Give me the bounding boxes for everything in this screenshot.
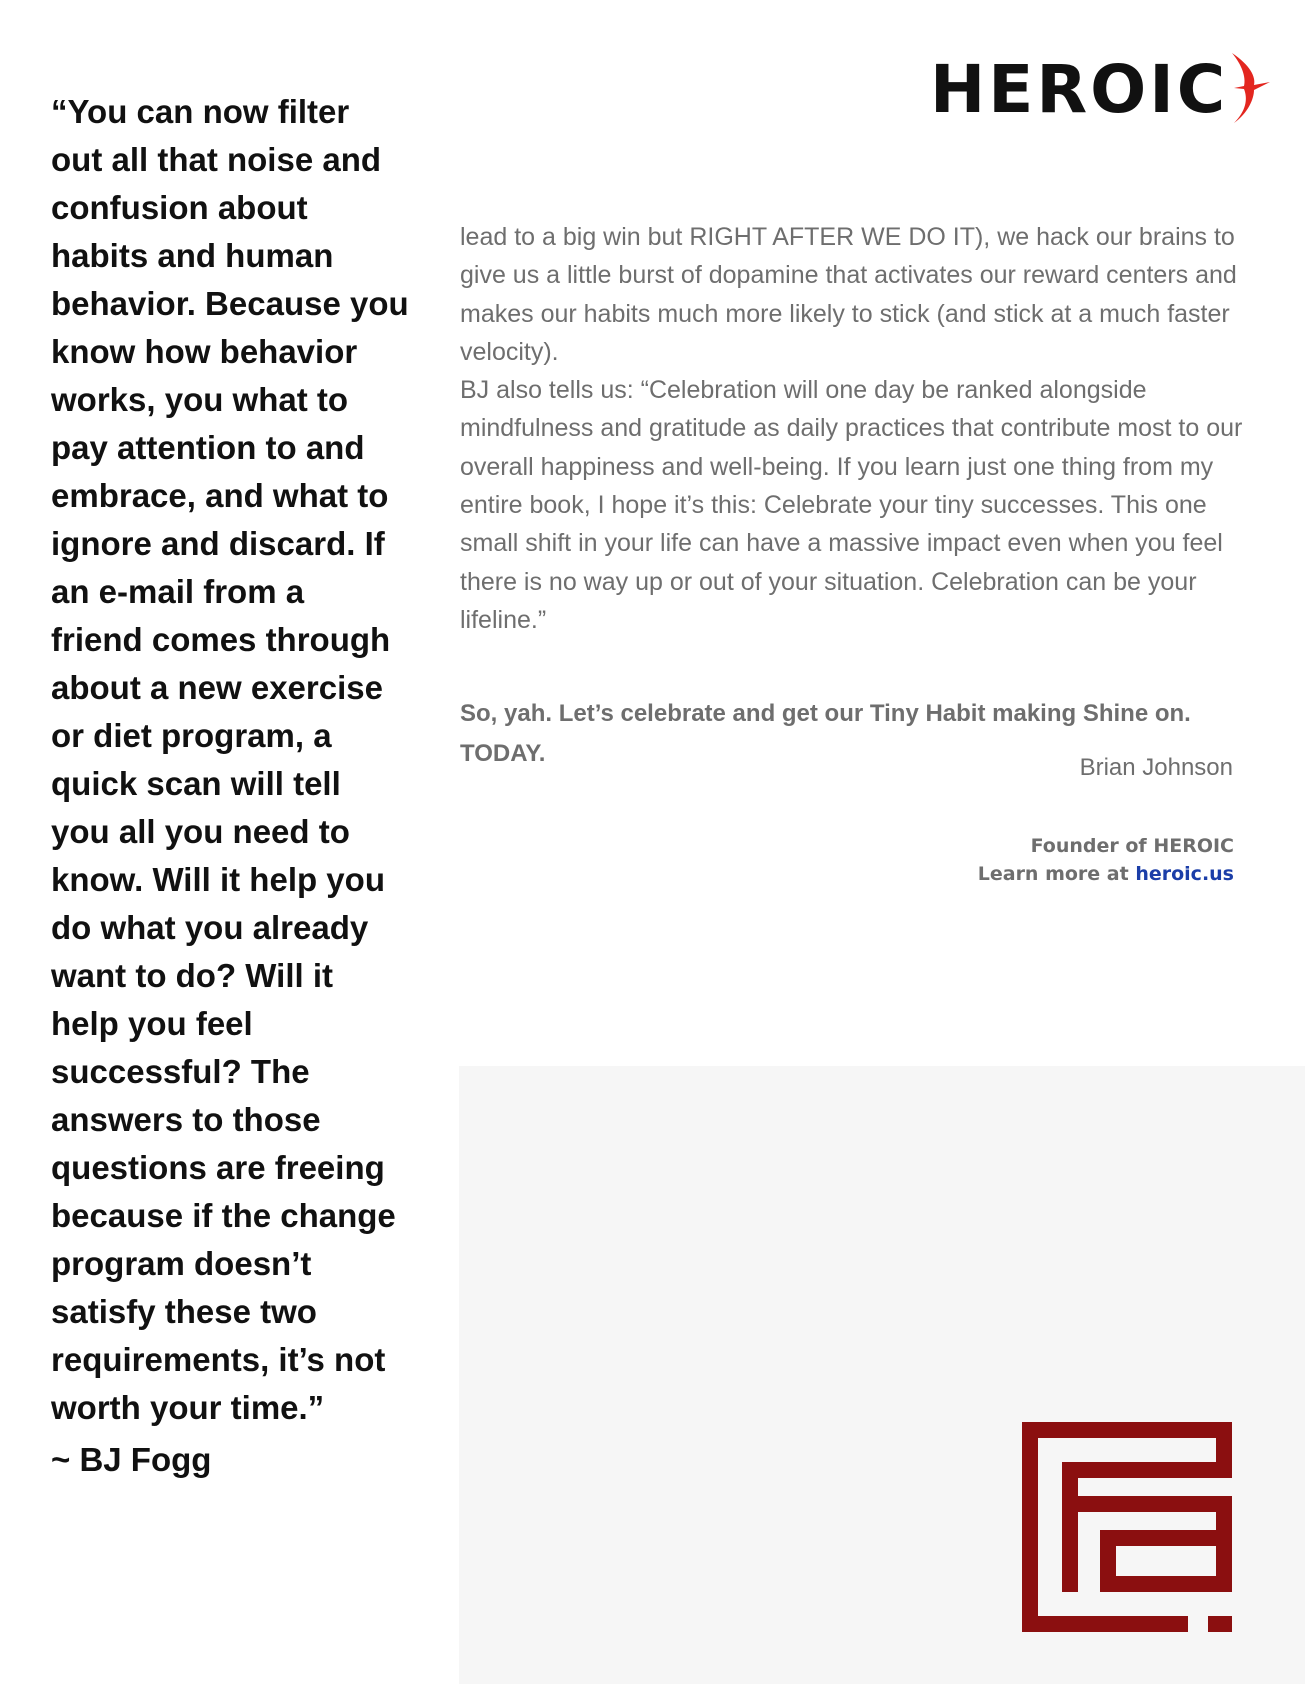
closing-line-2: TODAY. [460,740,546,767]
bird-icon [1230,51,1272,125]
quote-attribution: ~ BJ Fogg [51,1441,212,1478]
fogg-logo-icon [1022,1422,1232,1632]
heroic-logo [930,50,1272,130]
learn-more-line [978,860,1234,888]
body-paragraph-1: lead to a big win but RIGHT AFTER WE DO IT), we hack our brains to give us a little burst of dopamine that activates our reward centers and makes our habits much more likely to stick (and stick at a much faster velocity). [460,223,1237,366]
learn-more-prefix: Learn more at [977,863,1136,885]
bj-fogg-quote: “You can now filter out all that noise and confusion about habits and human behavior. Because you know how behavior works, you what to pay attention to and embrace, and what to ignore and discard. If an e-mail from a friend comes through about a new exercise or diet program, a quick scan will tell you all you need to know. Will it help you do what you already want to do? Will it help you feel successful? The answers to those questions are freeing because if the change program doesn’t satisfy these two requirements, it’s not worth your time.” [51,93,409,1426]
logo-wordmark: HEROIC [930,51,1229,128]
author-name: Brian Johnson [1079,754,1233,781]
author-credit [978,832,1234,888]
closing-line-1: So, yah. Let’s celebrate and get our Tiny Habit making Shine on. [460,700,1191,727]
body-paragraph-2: BJ also tells us: “Celebration will one day be ranked alongside mindfulness and gratitude as daily practices that contribute most to our overall happiness and well-being. If you learn just one thing from my entire book, I hope it’s this: Celebrate your tiny successes. This one small shift in your life can have a massive impact even when you feel there is no way up or out of your situation. Celebration can be your lifeline.” [460,376,1243,634]
heroic-link[interactable]: heroic.us [1135,863,1234,885]
article-body [460,218,1260,639]
author-title: Founder of HEROIC [1030,835,1234,857]
